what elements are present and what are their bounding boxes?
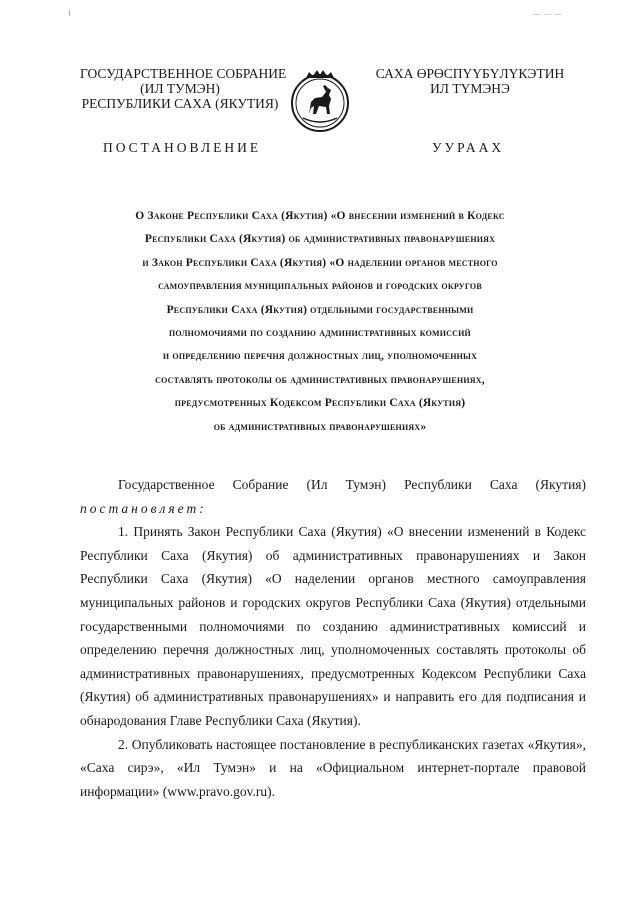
- title-line: полномочиями по созданию административных комиссий: [169, 327, 471, 340]
- scan-mark: [69, 10, 70, 16]
- preamble: Государственное Собрание (Ил Тумэн) Республики Саха (Якутия): [118, 477, 586, 492]
- resolves-label: постановляет:: [80, 500, 207, 516]
- decree-label-sakha: УУРААХ: [432, 140, 505, 155]
- item-2: 2. Опубликовать настоящее постановление в республиканских газетах «Якутия», «Саха сирэ», «Ил Тумэн» и на «Официальном интернет-портале правовой информации» (www.pravo.gov.ru).: [80, 736, 586, 799]
- scan-stamp: — — —: [533, 10, 563, 18]
- header-left-line: РЕСПУБЛИКИ САХА (ЯКУТИЯ): [81, 96, 279, 111]
- title-line: О Законе Республики Саха (Якутия) «О внесении изменений в Кодекс: [135, 210, 505, 222]
- title-line: и определению перечня должностных лиц, уполномоченных: [162, 350, 478, 363]
- title-line: Республики Саха (Якутия) об административных правонарушениях: [144, 233, 496, 246]
- header-left-line: ГОСУДАРСТВЕННОЕ СОБРАНИЕ: [80, 66, 287, 81]
- header-right-line: САХА ӨРӨСПҮҮБҮЛҮКЭТИН: [375, 66, 565, 81]
- item-1: 1. Принять Закон Республики Саха (Якутия) «О внесении изменений в Кодекс Республики Саха (Якутия) об административных правонарушениях и Закон Республики Саха (Якутия) «О наделении органов местного самоуправления муниципальных районов и городских округов Республики Саха (Якутия) отдельными государственными полномочиями по созданию административных комиссий и определению перечня должностных лиц, уполномоченных составлять протоколы об административных правонарушениях, предусмотренных Кодексом Республики Саха (Якутия) об административных правонарушениях» и направить его для подписания и обнародования Главе Республики Саха (Якутия).: [80, 524, 586, 728]
- header-left: [80, 66, 287, 111]
- coat-of-arms-emblem-icon: [289, 68, 351, 134]
- header-right-line: ИЛ ТҮМЭНЭ: [430, 81, 510, 96]
- title-line: самоуправления муниципальных районов и городских округов: [158, 280, 482, 293]
- document-body: [80, 473, 586, 803]
- title-line: и Закон Республики Саха (Якутия) «О наделении органов местного: [142, 256, 498, 269]
- title-line: Республики Саха (Якутия) отдельными государственными: [166, 303, 474, 316]
- title-line: об административных правонарушениях»: [213, 420, 427, 433]
- title-line: составлять протоколы об административных правонарушениях,: [155, 373, 485, 386]
- header-left-line: (ИЛ ТУМЭН): [140, 81, 220, 96]
- title-line: предусмотренных Кодексом Республики Саха (Якутия): [174, 397, 466, 410]
- document-title: [80, 205, 560, 439]
- decree-label-ru: ПОСТАНОВЛЕНИЕ: [103, 140, 262, 155]
- header-right: [370, 66, 570, 96]
